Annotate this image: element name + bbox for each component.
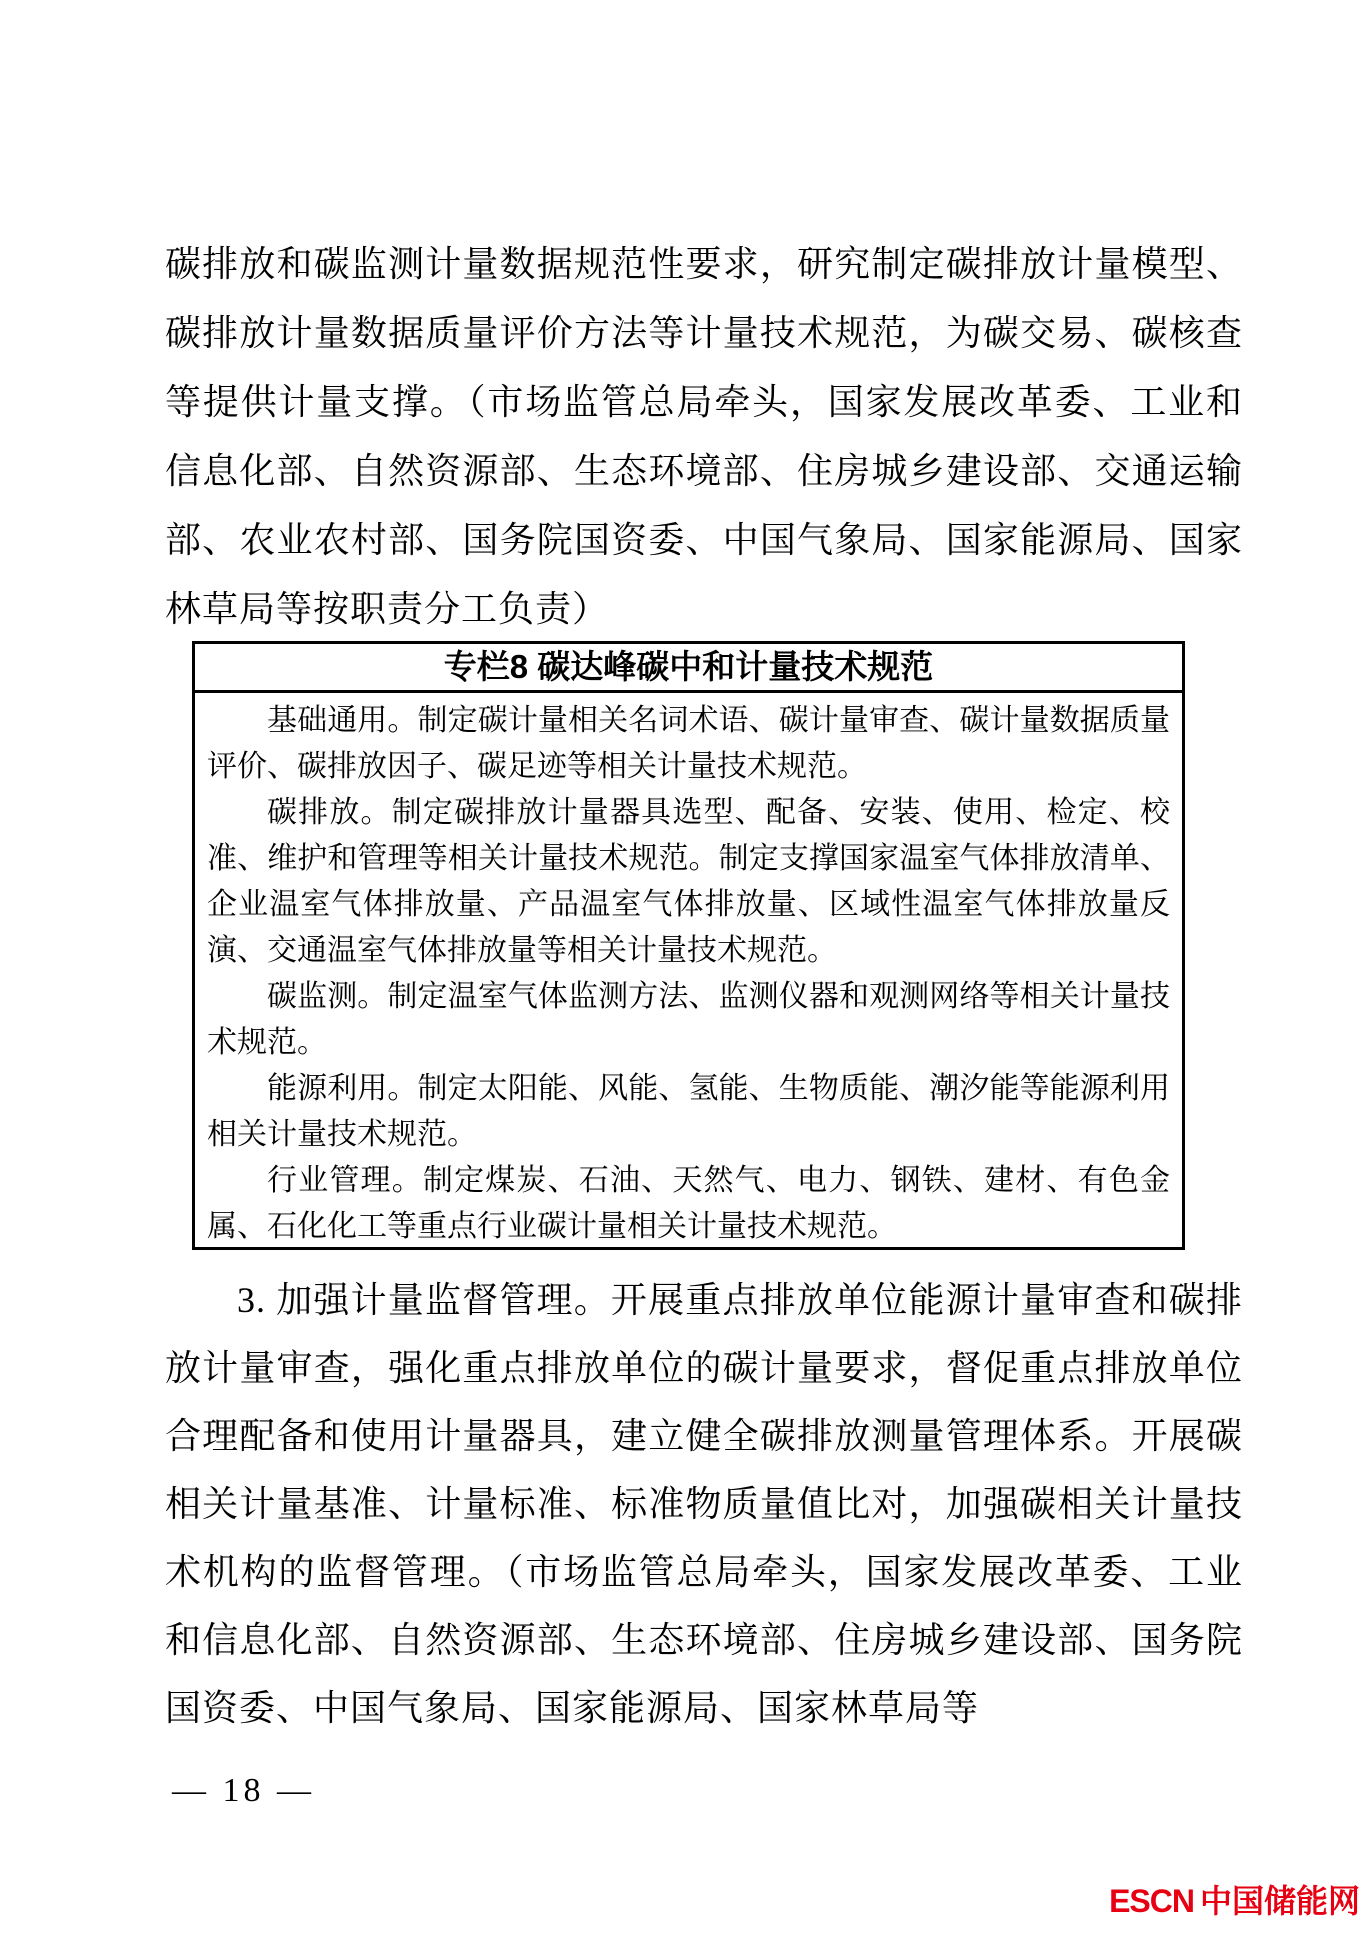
logo-cjk-text: 中国储能网 [1199, 1883, 1360, 1919]
intro-paragraph: 碳排放和碳监测计量数据规范性要求，研究制定碳排放计量模型、碳排放计量数据质量评价方法等计量技术规范，为碳交易、碳核查等提供计量支撑。（市场监管总局牵头，国家发展改革委、工业和信息化部、自然资源部、生态环境部、住房城乡建设部、交通运输部、农业农村部、国务院国资委、中国气象局、国家能源局、国家林草局等按职责分工负责） [165, 244, 1243, 629]
item3-paragraph: 3. 加强计量监督管理。开展重点排放单位能源计量审查和碳排放计量审查，强化重点排放单位的碳计量要求，督促重点排放单位合理配备和使用计量器具，建立健全碳排放测量管理体系。开展碳相关计量基准、计量标准、标准物质量值比对，加强碳相关计量技术机构的监督管理。（市场监管总局牵头，国家发展改革委、工业和信息化部、自然资源部、生态环境部、住房城乡建设部、国务院国资委、中国气象局、国家能源局、国家林草局等 [165, 1280, 1243, 1728]
special-column-box [192, 641, 1185, 1250]
box-title: 专栏8 碳达峰碳中和计量技术规范 [195, 644, 1182, 693]
box-paragraph-basic-general: 基础通用。制定碳计量相关名词术语、碳计量审查、碳计量数据质量评价、碳排放因子、碳足迹等相关计量技术规范。 [207, 704, 1170, 783]
box-paragraph-carbon-monitoring: 碳监测。制定温室气体监测方法、监测仪器和观测网络等相关计量技术规范。 [207, 980, 1170, 1059]
box-paragraph-carbon-emission: 碳排放。制定碳排放计量器具选型、配备、安装、使用、检定、校准、维护和管理等相关计量技术规范。制定支撑国家温室气体排放清单、企业温室气体排放量、产品温室气体排放量、区域性温室气体排放量反演、交通温室气体排放量等相关计量技术规范。 [207, 796, 1170, 967]
box-paragraph-energy-use: 能源利用。制定太阳能、风能、氢能、生物质能、潮汐能等能源利用相关计量技术规范。 [207, 1072, 1170, 1151]
escn-logo [1109, 1884, 1360, 1918]
page-number: — 18 — [172, 1772, 315, 1809]
logo-latin-text: ESCN [1109, 1883, 1194, 1919]
box-body [195, 693, 1182, 1250]
box-paragraph-industry-management: 行业管理。制定煤炭、石油、天然气、电力、钢铁、建材、有色金属、石化化工等重点行业碳计量相关计量技术规范。 [207, 1164, 1170, 1243]
